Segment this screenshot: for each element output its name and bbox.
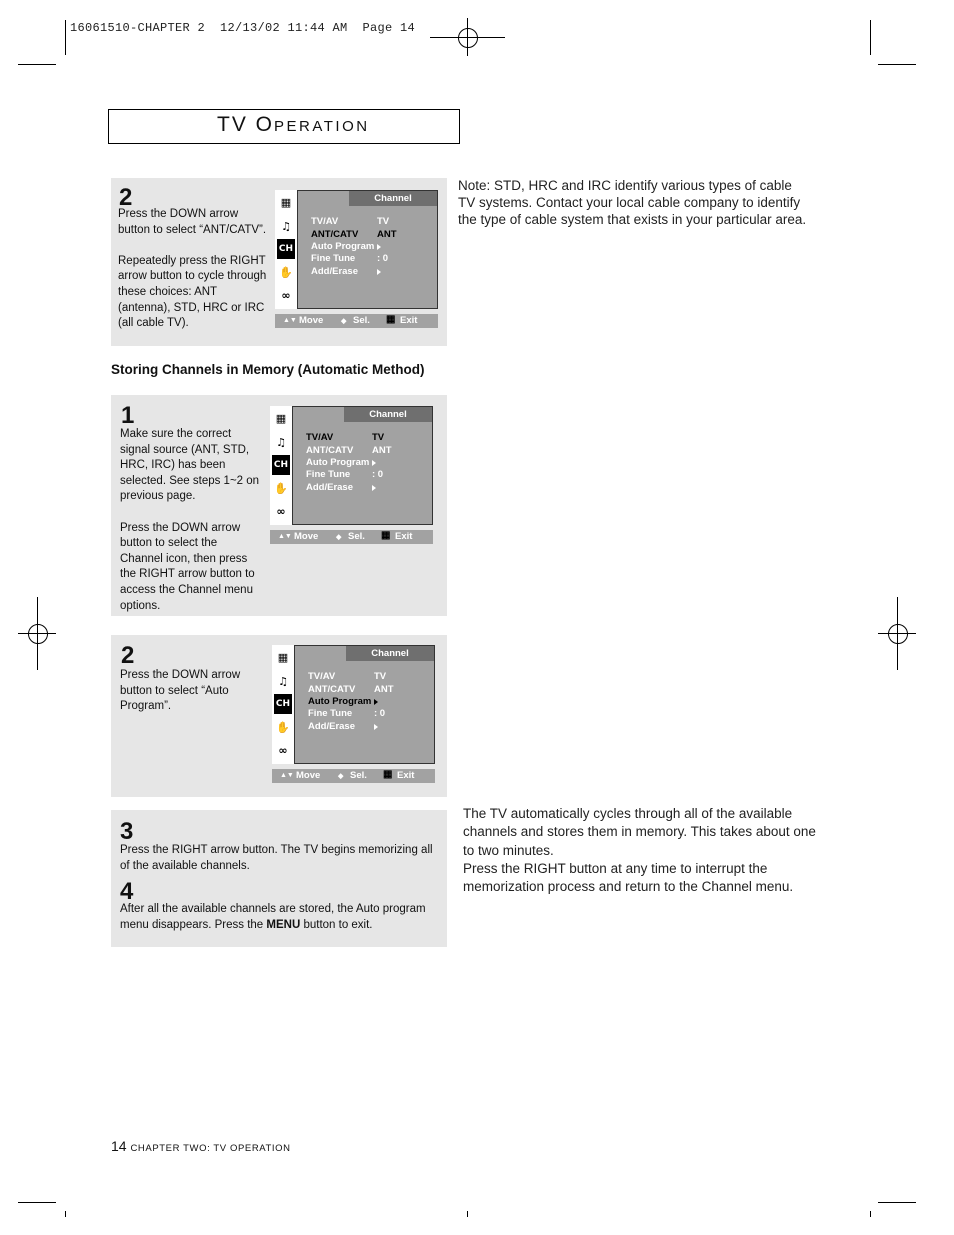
osd-value-tvav: TV xyxy=(374,671,387,682)
osd-value-antcatv: ANT xyxy=(374,684,394,695)
osd-move-label: Move xyxy=(296,770,321,781)
arrow-right-icon xyxy=(372,460,376,466)
osd-sel-label: Sel. xyxy=(350,770,367,781)
chapter-title: TV OPERATION xyxy=(217,113,370,136)
osd-help-bar xyxy=(272,769,435,783)
osd-icon-column xyxy=(275,190,298,309)
leftright-icon: ◆ xyxy=(341,318,347,325)
instruction-panel-step3-4 xyxy=(111,810,447,947)
crop-mark xyxy=(870,20,871,55)
crop-mark xyxy=(467,1211,468,1217)
osd-help-bar xyxy=(270,530,433,544)
instruction-panel-antcatv xyxy=(111,178,447,346)
chapter-title-box xyxy=(108,109,460,144)
osd-header: Channel xyxy=(346,646,434,661)
step-number: 1 xyxy=(121,402,135,429)
osd-value-finetune: : 0 xyxy=(377,253,389,264)
osd-header: Channel xyxy=(344,407,432,422)
osd-item-finetune: Fine Tune xyxy=(311,253,356,264)
crop-mark xyxy=(878,64,916,65)
vcr-icon: ∞ xyxy=(281,288,291,302)
crop-mark xyxy=(65,1211,66,1217)
instruction-panel-step2 xyxy=(111,635,447,797)
osd-screen xyxy=(292,406,433,525)
crop-mark xyxy=(18,64,56,65)
registration-mark xyxy=(888,624,908,644)
channel-icon: CH xyxy=(277,239,295,259)
arrow-right-icon xyxy=(377,244,381,250)
osd-header: Channel xyxy=(349,191,437,206)
crop-mark xyxy=(897,597,898,670)
registration-mark xyxy=(28,624,48,644)
osd-sel-label: Sel. xyxy=(348,531,365,542)
section-heading: Storing Channels in Memory (Automatic Method) xyxy=(111,362,425,377)
osd-item-autoprogram: Auto Program xyxy=(311,241,375,252)
crop-mark xyxy=(467,18,468,56)
osd-channel-menu xyxy=(275,190,438,329)
step-text: Press the DOWN arrow button to select “Auto Program”. xyxy=(120,669,241,713)
osd-item-adderase: Add/Erase xyxy=(311,266,358,277)
osd-value-tvav: TV xyxy=(372,432,385,443)
picture-icon: ▦ xyxy=(280,195,292,209)
osd-icon-column xyxy=(272,645,295,764)
step-text: After all the available channels are stored, the Auto program menu disappears. Press the MENU button to exit. xyxy=(120,903,426,931)
crop-mark xyxy=(65,20,66,55)
osd-exit-label: Exit xyxy=(400,315,418,326)
osd-item-tvav: TV/AV xyxy=(308,671,336,682)
vcr-icon: ∞ xyxy=(278,743,288,757)
cable-note: Note: STD, HRC and IRC identify various types of cable TV systems. Contact your local cable company to identify the type of cable system that exists in your particular area. xyxy=(458,178,807,228)
osd-value-tvav: TV xyxy=(377,216,390,227)
registration-mark xyxy=(458,28,478,48)
osd-channel-menu xyxy=(272,645,435,784)
updown-icon: ▲▼ xyxy=(283,317,297,324)
setup-hand-icon: ✋ xyxy=(279,265,293,279)
arrow-right-icon xyxy=(374,699,378,705)
osd-value-antcatv: ANT xyxy=(377,229,397,240)
osd-item-finetune: Fine Tune xyxy=(308,708,353,719)
leftright-icon: ◆ xyxy=(336,534,342,541)
step-text: Press the DOWN arrow button to select “ANT/CATV”. Repeatedly press the RIGHT arrow button to cycle through these choices: ANT (antenna), STD, HRC or IRC (all cable TV). xyxy=(118,208,267,330)
updown-icon: ▲▼ xyxy=(280,772,294,779)
sound-icon: ♫ xyxy=(276,435,286,449)
page-footer xyxy=(111,1138,291,1154)
osd-exit-label: Exit xyxy=(395,531,413,542)
menu-icon: ▦ xyxy=(383,769,393,780)
picture-icon: ▦ xyxy=(277,650,289,664)
print-slug: 16061510-CHAPTER 2 12/13/02 11:44 AM Page 14 xyxy=(70,21,416,35)
osd-item-adderase: Add/Erase xyxy=(306,482,353,493)
footer-chapter: CHAPTER TWO: TV OPERATION xyxy=(130,1143,291,1154)
osd-value-finetune: : 0 xyxy=(374,708,386,719)
crop-mark xyxy=(18,1202,56,1203)
vcr-icon: ∞ xyxy=(276,504,286,518)
step-number: 2 xyxy=(121,642,135,669)
sound-icon: ♫ xyxy=(278,674,288,688)
step-number: 4 xyxy=(120,878,134,905)
osd-icon-column xyxy=(270,406,293,525)
osd-value-finetune: : 0 xyxy=(372,469,384,480)
menu-icon: ▦ xyxy=(381,530,391,541)
setup-hand-icon: ✋ xyxy=(276,720,290,734)
osd-move-label: Move xyxy=(294,531,319,542)
leftright-icon: ◆ xyxy=(338,773,344,780)
osd-item-adderase: Add/Erase xyxy=(308,721,355,732)
picture-icon: ▦ xyxy=(275,411,287,425)
osd-exit-label: Exit xyxy=(397,770,415,781)
step-number: 3 xyxy=(120,818,134,845)
osd-item-autoprogram: Auto Program xyxy=(306,457,370,468)
channel-icon: CH xyxy=(272,455,290,475)
osd-value-antcatv: ANT xyxy=(372,445,392,456)
osd-screen xyxy=(294,645,435,764)
osd-item-antcatv: ANT/CATV xyxy=(308,684,356,695)
osd-item-autoprogram: Auto Program xyxy=(308,696,372,707)
osd-item-antcatv: ANT/CATV xyxy=(306,445,354,456)
setup-hand-icon: ✋ xyxy=(274,481,288,495)
osd-help-bar xyxy=(275,314,438,328)
osd-screen xyxy=(297,190,438,309)
menu-icon: ▦ xyxy=(386,314,396,325)
auto-program-note: The TV automatically cycles through all of the available channels and stores them in memory. This takes about one to two minutes. Press the RIGHT button at any time to interrupt the memorization process and return to the Channel menu. xyxy=(463,806,816,895)
osd-channel-menu xyxy=(270,406,433,545)
osd-item-antcatv: ANT/CATV xyxy=(311,229,359,240)
instruction-panel-step1 xyxy=(111,395,447,616)
step-number: 2 xyxy=(119,184,133,211)
menu-button-label: MENU xyxy=(266,918,301,931)
osd-item-tvav: TV/AV xyxy=(306,432,334,443)
updown-icon: ▲▼ xyxy=(278,533,292,540)
osd-sel-label: Sel. xyxy=(353,315,370,326)
step-text: Make sure the correct signal source (ANT, STD, HRC, IRC) has been selected. See steps 1~2 on previous page. Press the DOWN arrow button to select the Channel icon, then press the RIGHT arrow button to access the Channel menu options. xyxy=(120,428,260,612)
osd-item-tvav: TV/AV xyxy=(311,216,339,227)
arrow-right-icon xyxy=(374,724,378,730)
channel-icon: CH xyxy=(274,694,292,714)
sound-icon: ♫ xyxy=(281,219,291,233)
arrow-right-icon xyxy=(377,269,381,275)
step-text: Press the RIGHT arrow button. The TV begins memorizing all of the available channels. xyxy=(120,844,433,872)
crop-mark xyxy=(870,1211,871,1217)
osd-move-label: Move xyxy=(299,315,324,326)
page-number: 14 xyxy=(111,1138,127,1154)
crop-mark xyxy=(37,597,38,670)
arrow-right-icon xyxy=(372,485,376,491)
osd-item-finetune: Fine Tune xyxy=(306,469,351,480)
crop-mark xyxy=(878,1202,916,1203)
